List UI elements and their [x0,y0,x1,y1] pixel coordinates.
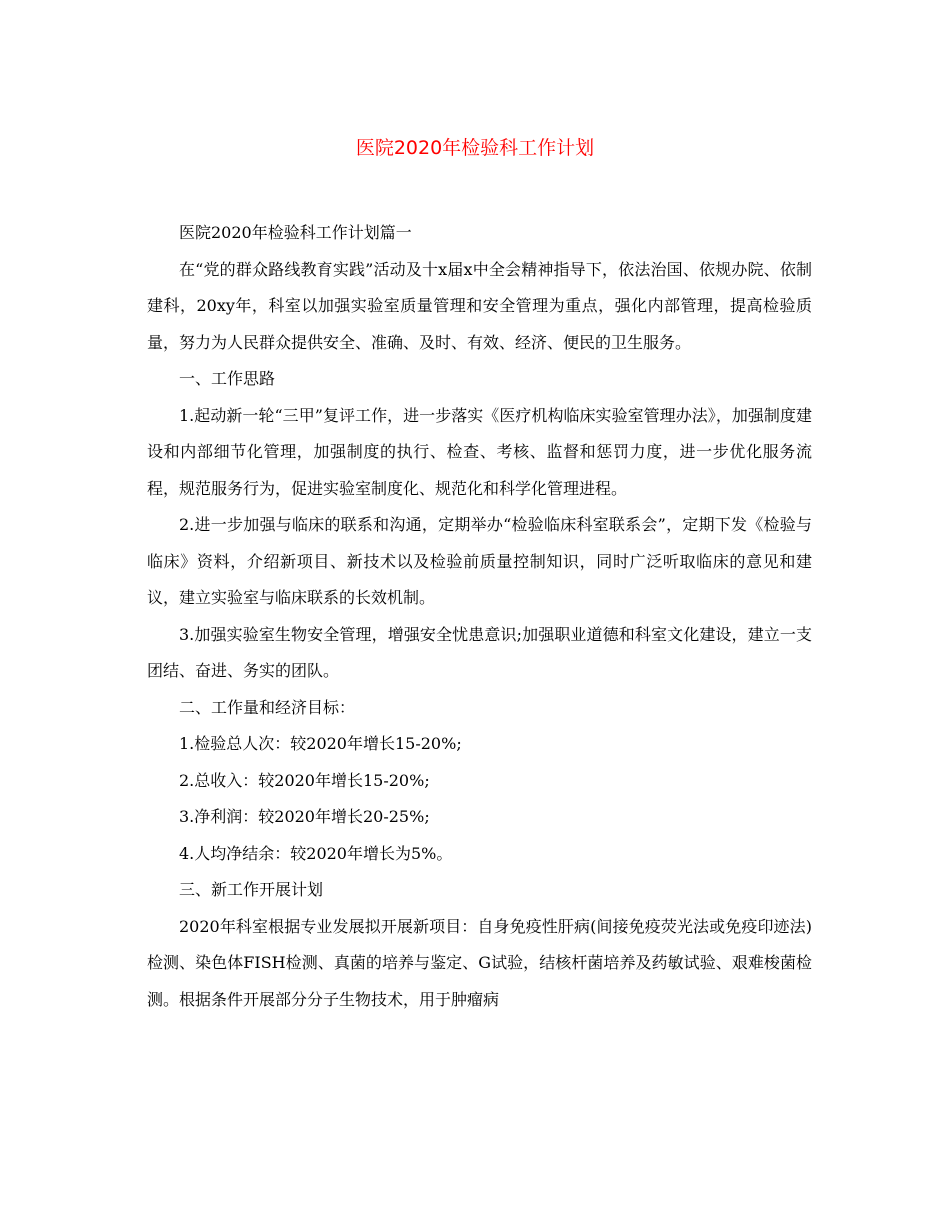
document-body [147,215,812,1018]
list-item: 1.检验总人次：较2020年增长15-20%; [179,734,462,753]
body-paragraph: 2.进一步加强与临床的联系和沟通，定期举办“检验临床科室联系会”，定期下发《检验与临床》资料，介绍新项目、新技术以及检验前质量控制知识，同时广泛听取临床的意见和建议，建立实验室与临床联系的长效机制。 [147,515,812,607]
section-heading: 一、工作思路 [179,369,276,388]
list-item: 2.总收入：较2020年增长15-20%; [179,770,430,790]
body-paragraph: 3.加强实验室生物安全管理，增强安全忧患意识;加强职业道德和科室文化建设，建立一支团结、奋进、务实的团队。 [147,624,812,680]
section-heading: 二、工作量和经济目标： [179,697,356,717]
body-paragraph: 2020年科室根据专业发展拟开展新项目：自身免疫性肝病(间接免疫荧光法或免疫印迹法)检测、染色体FISH检测、真菌的培养与鉴定、G试验，结核杆菌培养及药敏试验、艰难梭菌检测。根据条件开展部分分子生物技术，用于肿瘤病 [147,916,812,1009]
intro-paragraph: 在“党的群众路线教育实践”活动及十x届x中全会精神指导下，依法治国、依规办院、依制建科，20xy年，科室以加强实验室质量管理和安全管理为重点，强化内部管理，提高检验质量，努力为人民群众提供安全、准确、及时、有效、经济、便民的卫生服务。 [147,259,812,352]
section-heading: 三、新工作开展计划 [179,880,324,899]
list-item: 3.净利润：较2020年增长20-25%; [179,807,430,826]
document-title: 医院2020年检验科工作计划 [355,137,595,159]
section-heading: 医院2020年检验科工作计划篇一 [179,223,412,242]
body-paragraph: 1.起动新一轮“三甲”复评工作，进一步落实《医疗机构临床实验室管理办法》，加强制度建设和内部细节化管理，加强制度的执行、检查、考核、监督和惩罚力度，进一步优化服务流程，规范服务行为，促进实验室制度化、规范化和科学化管理进程。 [147,405,812,498]
list-item: 4.人均净结余：较2020年增长为5%。 [179,843,453,863]
